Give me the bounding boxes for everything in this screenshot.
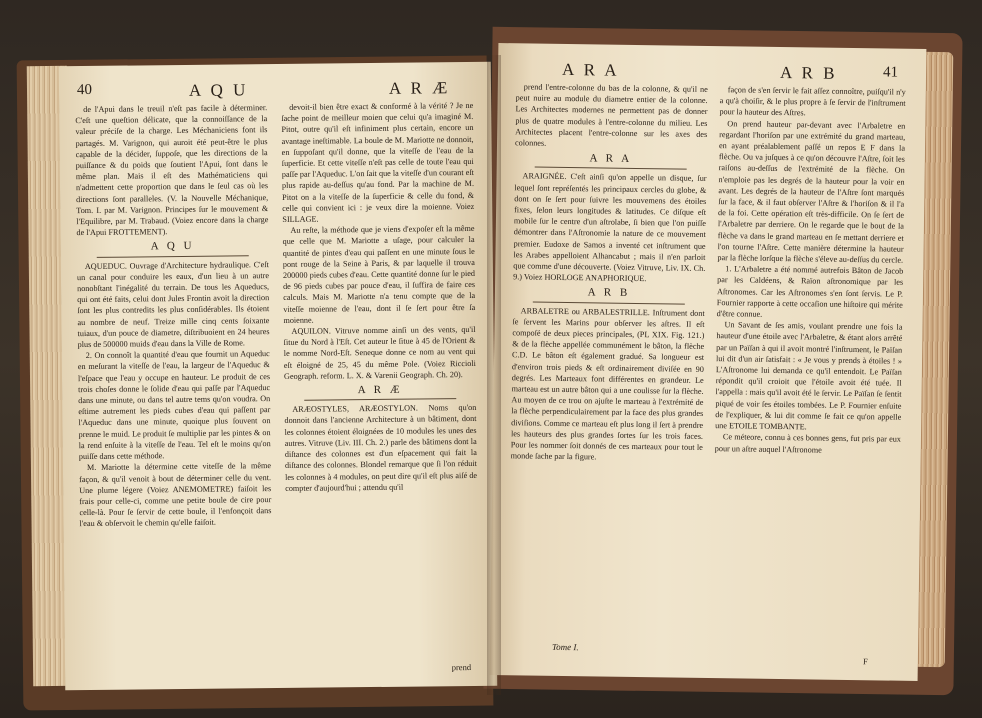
- running-head: A R B: [779, 62, 838, 83]
- divider: [533, 301, 685, 304]
- paragraph: 1. L'Arbaletre a été nommé autrefois Bâton de Jacob par les Caldéens, & Raïon aſtronomique par les Aſtronomes. Car les Aſtronomes s'en ſont ſervis. Le P. Fournier rapporte à cette occaſion une hiſtoire qui mérite d'être connue.: [716, 264, 904, 319]
- catchword: F: [863, 656, 868, 667]
- right-page: [490, 43, 927, 681]
- paragraph: Au reſte, la méthode que je viens d'expoſer eſt la même que celle que M. Mariotte a uſage, pour calculer la quantité de pintes d'eau qui paſſent en une minute ſous le pont rouge de la Seine à Paris, & par laquelle il trouva 200000 pieds cubes d'eau. Cette quantité donne ſur le pied de 96 pieds cubes par pouce d'eau, il ſuffira de faire ces calculs. Mais M. Mariotte n'a tenu compte que de la viteſſe moienne de l'eau, dont il ſe ſert pour être ſa moienne.: [282, 224, 476, 325]
- paragraph: Ce méteore, connu à ces bonnes gens, fut pris par eux pour un aſtre auquel l'Aſtronome: [714, 432, 901, 455]
- section-heading: A R Æ: [357, 383, 403, 397]
- paragraph: façon de s'en ſervir le fait aſſez connoître, puiſqu'il n'y a qu'à choiſir, & le plus propre à ſe ſervir de l'inſtrument pour la hauteur des Aſtres.: [719, 85, 906, 118]
- text-column: [511, 81, 708, 464]
- paragraph: devoit-il bien être exact & conformé à la vérité ? Je ne ſache point de meilleur moien que celui qu'a imaginé M. Pitot, outre qu'il eſt infiniment plus certain, encore un avantage ineſtimable. La boule de M. Mariotte ne donnoit, en ſuppoſant qu'il donne, que la viteſſe de l'eau de la ſuperficie. Et cette viteſſe n'eſt pas celle de toute l'eau qui paſſe par l'Aqueduc. L'on ſait que la viteſſe d'un courant eſt plus rapide au-deſſus qu'au fond. Par la machine de M. Pitot on a la viteſſe de la ſuperficie & celle du fond, & celle qui convient ici : je veux dire la moienne. Voiez SILLAGE.: [281, 100, 475, 224]
- text-column: [281, 100, 477, 494]
- text-column: [715, 84, 906, 456]
- paragraph: ARÆOSTYLES, ARÆOSTYLON. Noms qu'on donnoit dans l'ancienne Architecture à un bâtiment, dont les colonnes étoient éloignées de 10 modules les unes des autres. Vitruve (Liv. III. Ch. 2.) parle des bâtimens dont la diſtance des colonnes est d'un eſpacement qui fait la diſtance des colonnes. Blondel remarque que ſi l'on réduit les colonnes à 4 modules, on peut dire qu'il eſt plus aiſé de compter d'aujourd'hui ; attendu qu'il: [284, 403, 478, 493]
- text-column: [75, 102, 271, 530]
- running-head: A R A: [561, 59, 620, 80]
- running-head: A Q U: [188, 80, 249, 100]
- paragraph: ARBALETRE ou ARBALESTRILLE. Inſtrument dont ſe ſervent les Marins pour obſerver les aſtres. Il eſt compoſé de deux pieces principales, (PL XIX. Fig. 121.) & de la flèche appellée communément le bâton, la flèche C.D. Le bâton eſt également gradué. Sa longueur est d'environ trois pieds & eſt ordinairement diviſée en 90 degrés. Les Marteaux font différentes en grandeur. Le marteau est un autre bâton qui a une coulisse ſur la flèche. Au moyen de ce trou on ajuſte le marteau à l'extrémité de la flèche perpendiculairement par la face des plus grandes diviſions. Comme ce marteau eſt plus long il ſert à prendre les hauteurs des plus grandes ſortes ſur les trois faces. Pour les nommer ſoit donnés de ces marteaux pour tout le monde ſache par la figure.: [510, 306, 705, 462]
- section-heading: A Q U: [150, 240, 195, 253]
- page-number: 40: [76, 81, 93, 99]
- paragraph: ARAIGNÉE. C'eſt ainſi qu'on appelle un disque, ſur lequel ſont repréſentés les principaux cercles du globe, & dont on ſe ſert pour ſuivre les mouvemens des étoiles fixes, ſelon leurs longitudes & latitudes. Ce diſque eſt mobile ſur le centre d'un aſtrolabe, ſi bien que l'on puiſſe démontrer dans l'Aſtronomie la nature de ce mouvement premier. Eudoxe de Samos a inventé cet inſtrument que les Arabes appelloient Alhancabut ; mais il n'en parloit que comme d'une découverte. (Voiez Vitruve, Liv. IX. Ch. 9.) Voiez HORLOGE ANAPHORIQUE.: [513, 171, 707, 284]
- paragraph: de l'Apui dans le treuil n'eſt pas facile à déterminer. C'eſt une queſtion délicate, que la connoiſſance de la valeur préciſe de la charge. Les Méchaniciens font ils partagés. M. Varignon, qui auroit été peut-être le plus capable de la décider, ſuppoſe, que les directions de la puiſſance & du poids que ſoutient l'Apui, ſont dans le même plan. Mais il eſt des Mathématiciens qui n'admettent cette proportion que dans le ſeul cas où les directions ſont paralleles. (V. la Nouvelle Méchanique, Tom. I. par M. Varignon. Principes ſur le mouvement & l'Equilibre, par M. Trabaud. (Voiez encore dans la charge de l'Apui FROTTEMENT).: [75, 103, 269, 238]
- paragraph: 2. On connoît la quantité d'eau que fournit un Aqueduc en meſurant la viteſſe de l'eau, la largeur de l'Aqueduc & l'eſpace que l'eau y occupe en hauteur. Le produit de ces trois choſes donne le ſolide d'eau qui paſſe par l'Aqueduc dans une minute, ou dans tel autre tems qu'on voudra. On eſtime autrement les pieds cubes d'eau qui paſſent par l'Aqueduc dans une minute, quoique plus ſouvent on prenne le muid. Le produit ſe multiplie par les pintes & on la rend enſuite à la viteſſe de l'eau. Tel eſt le moins qu'on puiſſe dans cette méthode.: [77, 349, 271, 462]
- section-heading: A R B: [587, 286, 631, 300]
- book-gutter: [487, 55, 501, 695]
- divider: [97, 255, 249, 258]
- paragraph: AQUILON. Vitruve nomme ainſi un des vents, qu'il ſitue du Nord à l'Eſt. Cet auteur le ſitue à 45 de l'Orient & le nomme Nord-Eſt. Seneque donne ce nom au vent qui eſt éloigné de 25, 45 du même Pole. (Voiez Riccioli Geograph. reform. L. X. & Varenii Geograph. Ch. 20).: [283, 324, 476, 381]
- left-page: [59, 62, 498, 690]
- paragraph: AQUEDUC. Ouvrage d'Architecture hydraulique. C'eſt un canal pour conduire les eaux, d'un lieu à un autre nonobſtant l'inégalité du terrain. De tous les Aqueducs, qui ont été faits, celui dont Jules Frontin avoit la direction ſont les plus contredits les plus conſidérables. Ils étoient au nombre de neuf. Treize mille cinq cents ſoixante tuiaux, d'un pouce de diametre, diſtribuoient en 24 heures plus de 500000 muids d'eau dans la Ville de Rome.: [76, 259, 270, 350]
- section-heading: A R A: [589, 152, 633, 166]
- signature-mark: Tome I.: [551, 641, 579, 653]
- paragraph: M. Mariotte la détermine cette viteſſe de la même façon, & qu'il venoit à bout de déterminer celle du vent. Une plume légere (Voiez ANEMOMETRE) faiſoit les frais pour celle-ci, comme une petite boule de cire pour celle-là. Pour ſe ſervir de cette boule, il l'enfonçoit dans l'eau & obſervoit le chemin qu'elle faiſoit.: [79, 461, 272, 529]
- paragraph: Un Savant de ſes amis, voulant prendre une fois la hauteur d'une étoile avec l'Arbaletre, & étant alors arrêté par un Païſan à qui il avoit montré l'inſtrument, le Païſan lui dit d'un air ſatisfait : « Je vous y prends à étoiles ! » L'Aſtronome lui demanda ce qu'il entendoit. Le Païſan répondit qu'il croioit que l'étoile avoit été tuée. Il l'appella : mais qu'il avoit été le ſervir. Le Païſan ſe ſentit piqué de voir ſes étoiles tombées. Le P. Fournier enſuite de l'expliquer, & lui dit comme ſe fait ce qu'on appelle une ETOILE TOMBANTE.: [715, 320, 903, 432]
- paragraph: prend l'entre-colonne du bas de la colonne, & qu'il ne peut nuire au module du diametre entier de la colonne. Les Architectes modernes ne permettent pas de donner plus de quatre modules à l'entre-colonne du milieu. Les Architectes placent l'entre-colonne sur les axes des colonnes.: [514, 82, 708, 148]
- divider: [535, 167, 687, 170]
- divider: [304, 398, 456, 401]
- paragraph: On prend hauteur par-devant avec l'Arbaletre en regardant l'horiſon par une extrémité du grand marteau, en ayant préalablement paſſé un repos E F dans la flèche. Ou va juſques à ce qu'on découvre l'Aſtre, ſoit les raiſons au-deſſus de l'extrémité de la flèche. On n'emploie pas les degrés de la hauteur pour la voir en avant. Les degrés de la hauteur de l'Aſtre ſont marqués ſur la face, & il faut obſerver l'Aſtre & l'horiſon & il l'a de la foi. Cette opération eſt très-difficile. On ſe ſert de l'Arbaletre par derriere. On le regarde que le bout de la flèche va dans le grand marteau en ſe mettant derriere et l'on tourne l'Aſtre. Cette manière détermine la hauteur par la flèche lorſque la flèche s'éleve au-deſſus du cercle.: [717, 118, 906, 265]
- page-number: 41: [882, 64, 899, 81]
- catchword: prend: [451, 661, 472, 673]
- running-head: A R Æ: [388, 78, 451, 98]
